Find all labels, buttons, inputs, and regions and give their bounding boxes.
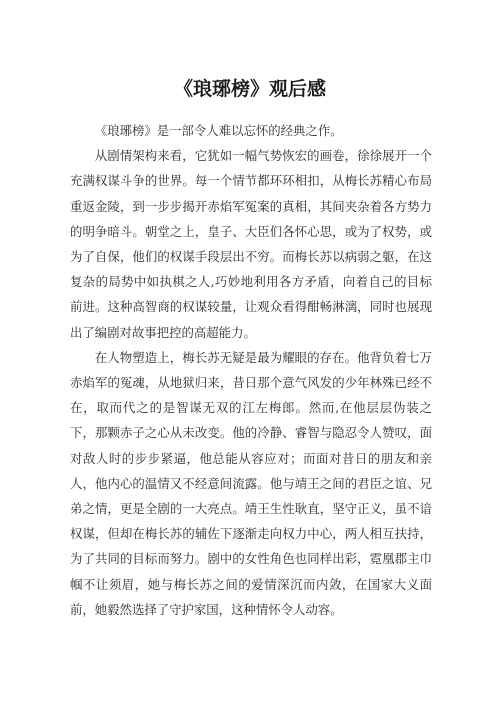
paragraph-intro: 《琅琊榜》是一部令人难以忘怀的经典之作。 xyxy=(94,123,343,138)
document-title: 《琅琊榜》观后感 xyxy=(173,78,326,100)
document-body xyxy=(70,118,432,622)
paragraph-plot: 从剧情架构来看，它犹如一幅气势恢宏的画卷，徐徐展开一个充满权谋斗争的世界。每一个情节都环环相扣，从梅长苏精心布局重返金陵，到一步步揭开赤焰军冤案的真相，其间夹杂着各方势力的明争暗斗。朝堂之上，皇子、大臣们各怀心思，或为了权势，或为了自保，他们的权谋手段层出不穷。而梅长苏以病弱之躯，在这复杂的局势中如执棋之人,巧妙地利用各方矛盾，向着自己的目标前进。这种高智商的权谋较量，让观众看得酣畅淋漓，同时也展现出了编剧对故事把控的高超能力。 xyxy=(70,148,432,340)
paragraph-characters: 在人物塑造上，梅长苏无疑是最为耀眼的存在。他背负着七万赤焰军的冤魂，从地狱归来，昔日那个意气风发的少年林殊已经不在，取而代之的是智谋无双的江左梅郎。然而,在他层层伪装之下，那颗赤子之心从未改变。他的冷静、睿智与隐忍令人赞叹，面对敌人时的步步紧逼，他总能从容应对；而面对昔日的朋友和亲人，他内心的温情又不经意间流露。他与靖王之间的君臣之谊、兄弟之情，更是全剧的一大亮点。靖王生性耿直，坚守正义，虽不谙权谋，但却在梅长苏的辅佐下逐渐走向权力中心，两人相互扶持，为了共同的目标而努力。剧中的女性角色也同样出彩，霓凰郡主巾帼不让须眉，她与梅长苏之间的爱情深沉而内敛，在国家大义面前，她毅然选择了守护家国，这种情怀令人动容。 xyxy=(70,349,432,617)
